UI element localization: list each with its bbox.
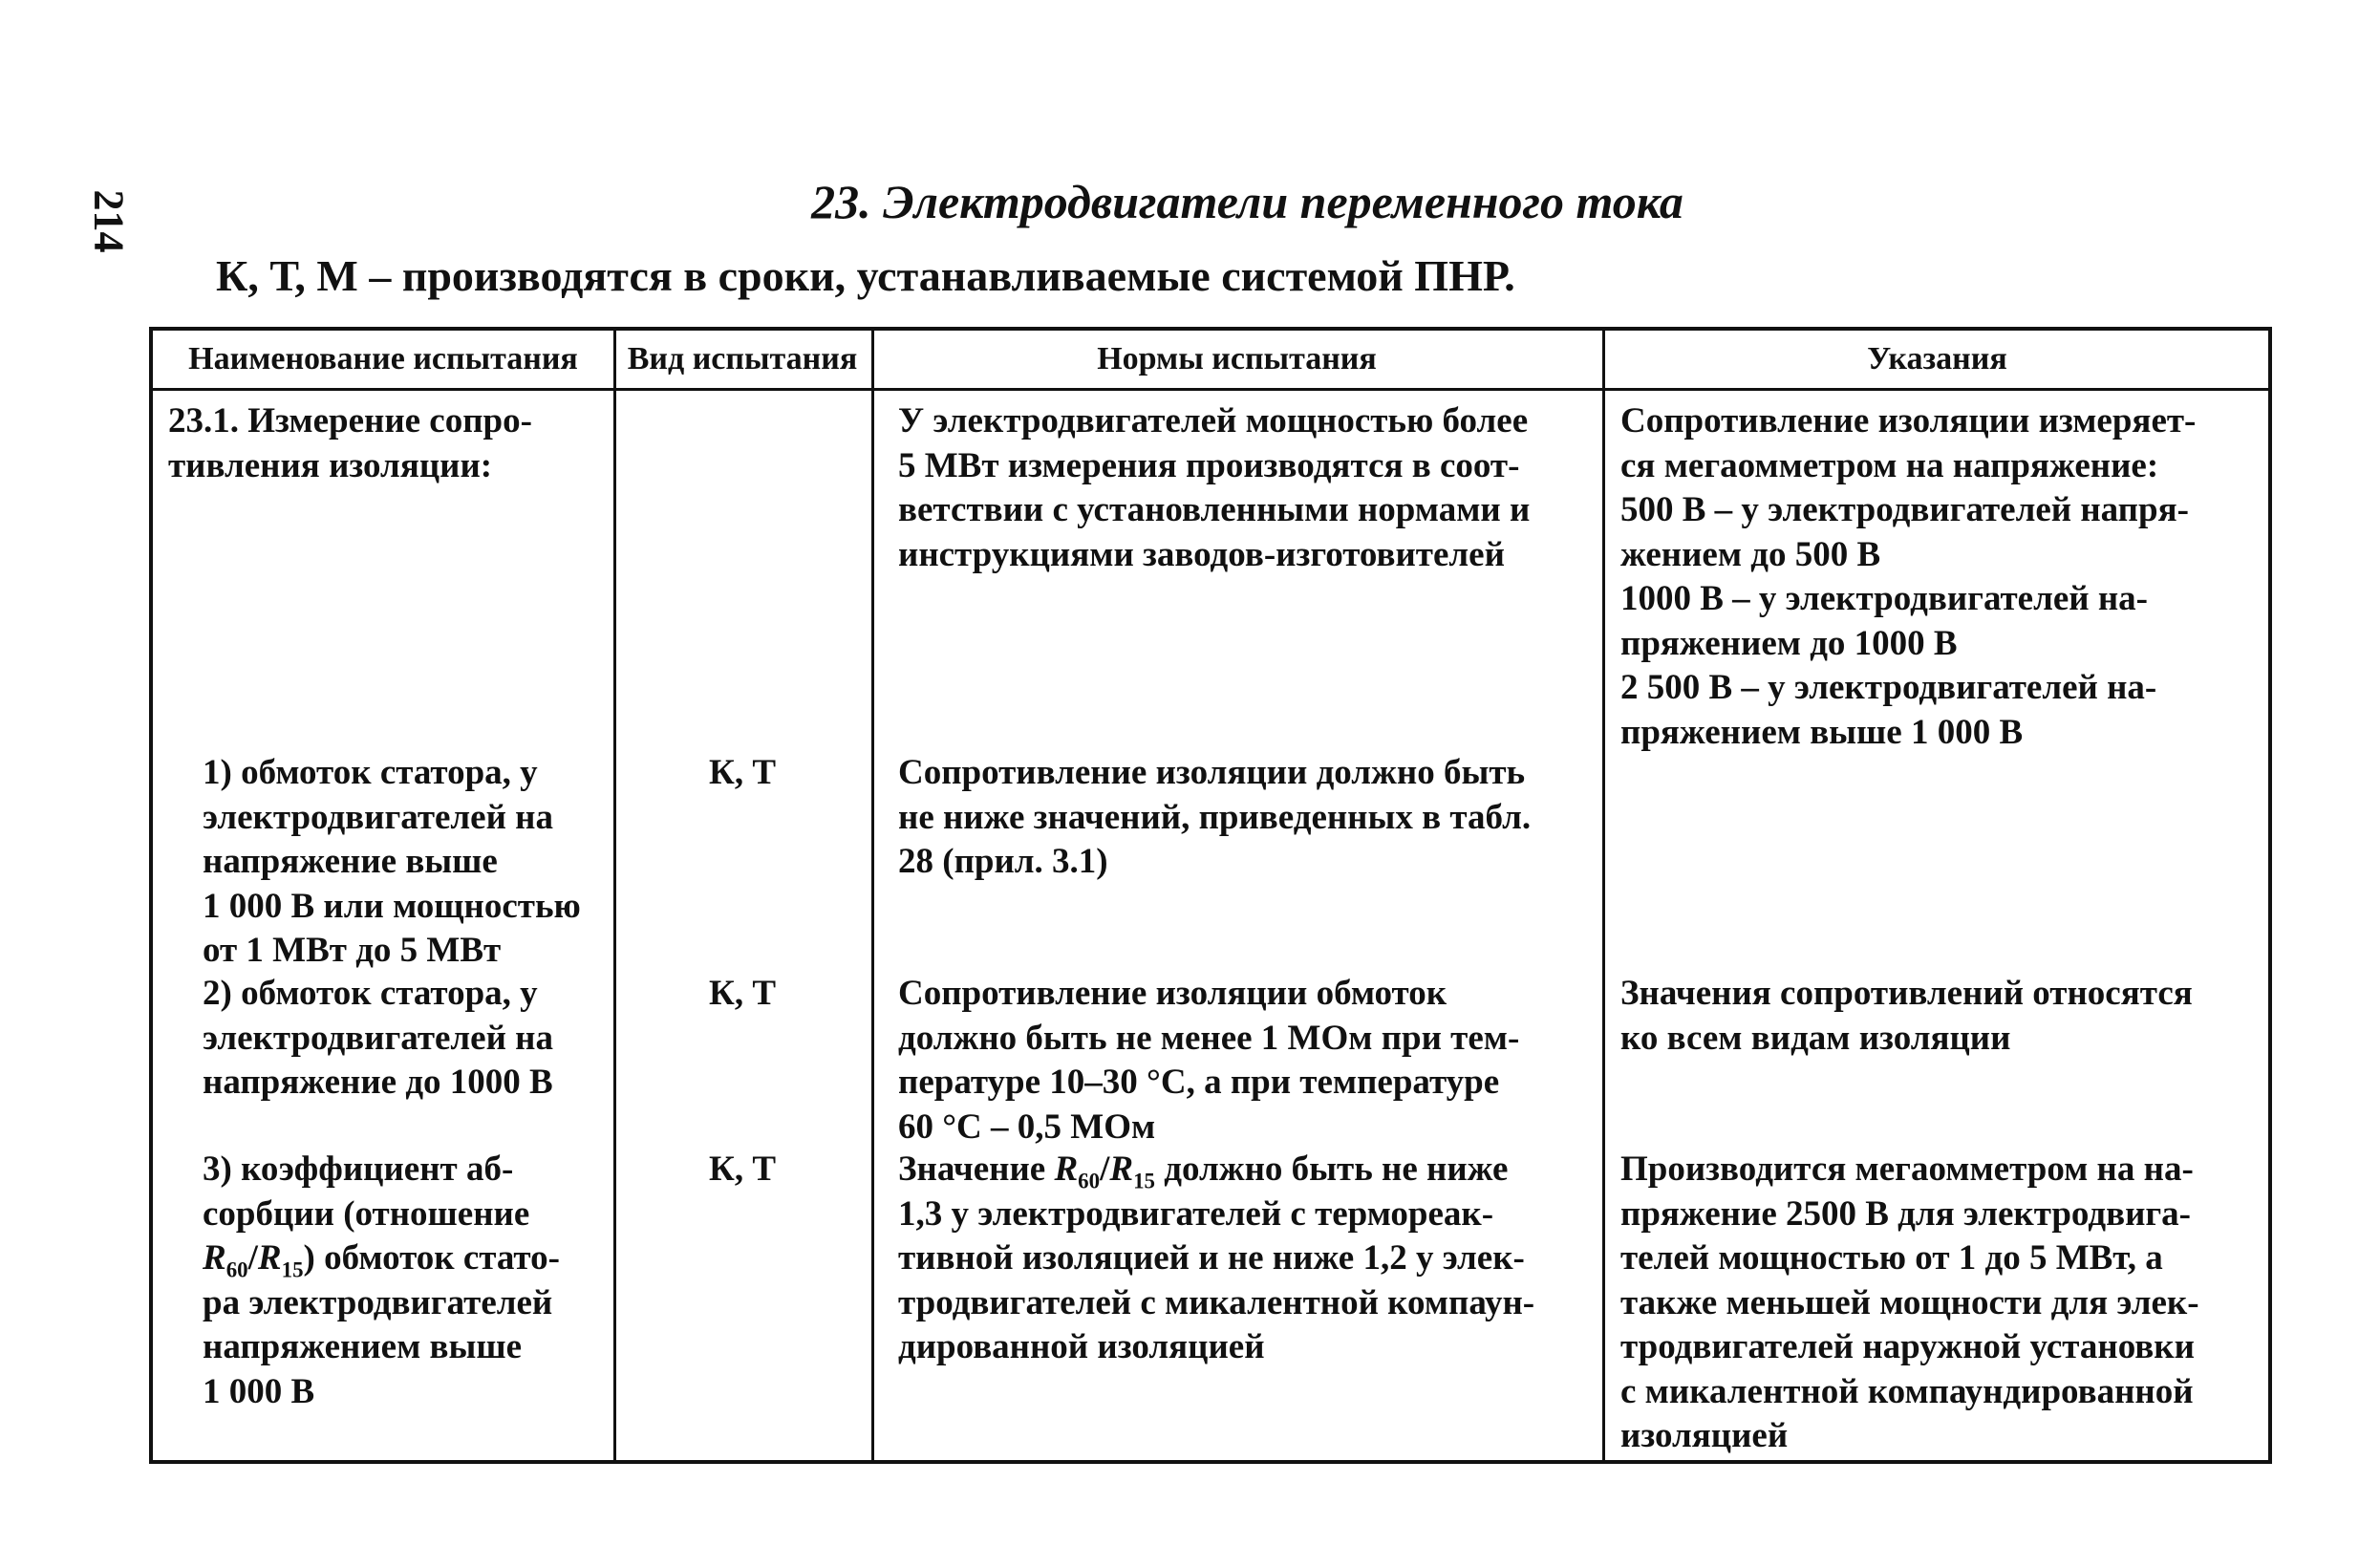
row-0-notes: Сопротивление изоляции измеряет- ся мегаомметром на напряжение: 500 В – у электродвигателей напря- жением до 500 В 1000 В – у электродвигателей на- пряжением до 1000 В 2 500 В – у электродвигателей на- пряжением выше 1 000 В [1620, 401, 2197, 752]
column-divider [871, 331, 874, 1460]
row-3-type: К, Т [708, 1150, 776, 1189]
row-0-name: 23.1. Измерение сопро- тивления изоляции: [168, 401, 532, 485]
absorption-ratio-line: $R_{60}/R_{15}$) обмоток стато- [203, 1238, 560, 1282]
header-test-norms: Нормы испытания [1097, 341, 1377, 376]
row-2-notes: Значения сопротивлений относятся ко всем видам изоляции [1620, 974, 2193, 1058]
intro-text: К, Т, М – производятся в сроки, устанавливаемые системой ПНР. [216, 251, 1515, 300]
header-test-type: Вид испытания [627, 341, 858, 376]
header-notes: Указания [1867, 341, 2007, 376]
absorption-ratio-norm-line: Значение $R_{60}/R_{15}$ должно быть не ниже [898, 1150, 1509, 1193]
row-1-name: 1) обмоток статора, у электродвигателей на напряжение выше 1 000 В или мощностью от 1 МВт до 5 МВт [203, 753, 581, 970]
row-2-name: 2) обмоток статора, у электродвигателей на напряжение до 1000 В [203, 974, 553, 1102]
tests-table [149, 327, 2272, 1464]
header-divider [153, 388, 2268, 391]
row-2-type: К, Т [708, 974, 776, 1013]
row-3-notes: Производится мегаомметром на на- пряжение 2500 В для электродвига- телей мощностью от 1 до 5 МВт, а также меньшей мощности для элек- тродвигателей наружной установки с микалентной компаундированной изоляцией [1620, 1150, 2199, 1455]
row-3-name: 3) коэффициент аб- сорбции (отношение $R_{60}/R_{15}$) обмоток стато- ра электродвигателей напряжением выше 1 000 В [203, 1150, 560, 1411]
row-2-norms: Сопротивление изоляции обмоток должно быть не менее 1 МОм при тем- пературе 10–30 °С, а при температуре 60 °С – 0,5 МОм [898, 974, 1520, 1147]
row-1-type: К, Т [708, 753, 776, 792]
row-3-norms: Значение $R_{60}/R_{15}$ должно быть не ниже 1,3 у электродвигателей с термореак- тивной изоляцией и не ниже 1,2 у элек- тродвигателей с микалентной компаун- дированной изоляцией [898, 1150, 1535, 1366]
column-divider [1602, 331, 1605, 1460]
header-test-name: Наименование испытания [188, 341, 578, 376]
page-number-text: 214 [85, 189, 133, 252]
row-0-norms: У электродвигателей мощностью более 5 МВт измерения производятся в соот- ветствии с установленными нормами и инструкциями заводов-изготовителей [898, 401, 1531, 574]
column-divider [613, 331, 616, 1460]
section-title: 23. Электродвигатели переменного тока [811, 175, 1683, 228]
row-1-norms: Сопротивление изоляции должно быть не ниже значений, приведенных в табл. 28 (прил. 3.1) [898, 753, 1532, 881]
